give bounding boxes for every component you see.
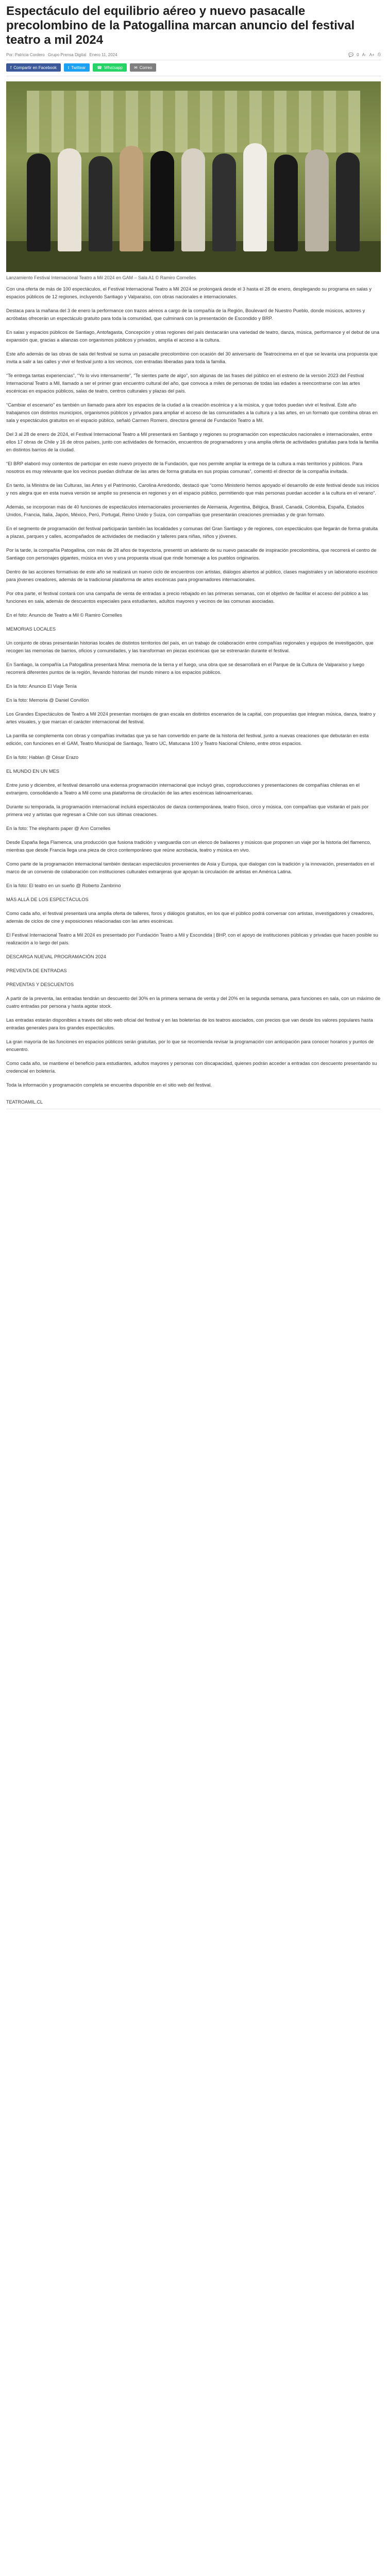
article-paragraph: “El BRP elaboró muy contentos de participar en este nuevo proyecto de la Fundación, que nos permite ampliar la entrega de la cultura a más territorios y públicos. Para nosotros es muy relevante que los vecinos puedan disfrutar de las artes de forma gratuita en sus propias comunas”, comentó el director de la compañía invitada. [6,461,363,474]
article-paragraph: Por la tarde, la compañía Patogallina, con más de 28 años de trayectoria, presentó un adelanto de su nuevo pasacalle de inspiración precolombina, que recorrerá el centro de Santiago con personajes gigantes, música en vivo y una propuesta visual que rinde homenaje a los pueblos originarios. [6,548,377,561]
facebook-icon: f [10,65,12,70]
article-paragraph: Durante su temporada, la programación internacional incluirá espectáculos de danza contemporánea, teatro físico, circo y música, con compañías que visitarán el país por primera vez y artistas que regresan a Chile con sus últimas creaciones. [6,804,369,817]
person-figure [212,154,236,251]
article-paragraph: PREVENTA DE ENTRADAS [6,968,67,973]
article-paragraph: Un conjunto de obras presentarán historias locales de distintos territorios del país, en un trabajo de colaboración entre compañías regionales y equipos de investigación, que recogen las memorias de barrios, oficios y comunidades, y las transforman en piezas escénicas que se estrenarán durante el festival. [6,640,374,653]
share-whatsapp-button[interactable] [93,63,127,72]
article-tools [348,52,381,57]
article-paragraph: La gran mayoría de las funciones en espacios públicos serán gratuitas, por lo que se recomienda revisar la programación con anticipación para conocer horarios y puntos de encuentro. [6,1039,374,1052]
article-paragraph: En la foto: The elephants paper @ Ann Cornelles [6,826,111,831]
article-paragraph: Desde España llega Flamenca, una producción que fusiona tradición y vanguardia con un elenco de bailaores y músicos que proponen un viaje por la historia del flamenco, mientras que desde Francia llega una pieza de circo contemporáneo que reúne acrobacia, teatro y música en vivo. [6,840,372,853]
article-paragraph: En Santiago, la compañía La Patogallina presentará Mina: memoria de la tierra y el fuego, una obra que se desarrollará en el Parque de la Cultura de Valparaíso y luego recorrerá diferentes puntos de la región, llevando historias del mundo minero a los espacios públicos. [6,662,364,675]
date: Enero 11, 2024 [89,52,117,57]
comment-icon[interactable]: 💬 [348,52,354,57]
article-paragraph: Las entradas estarán disponibles a través del sitio web oficial del festival y en las boleterías de los teatros asociados, con precios que van desde los valores populares hasta entradas generales para los grandes espectáculos. [6,1018,373,1030]
article-paragraph: Entre junio y diciembre, el festival desarrolló una extensa programación internacional que incluyó giras, coproducciones y presentaciones de compañías chilenas en el extranjero, consolidando a Teatro a Mil como una plataforma de circulación de las artes escénicas latinoamericanas. [6,783,360,795]
share-whatsapp-label: Whatsapp [104,65,123,70]
article-page [0,0,387,1130]
article-meta [6,50,381,60]
article-paragraph: EL MUNDO EN UN MES [6,769,59,774]
article-source[interactable]: TEATROAMIL.CL [6,1099,43,1105]
article-paragraph: MEMORIAS LOCALES [6,626,56,632]
author[interactable]: Por: Patricia Cordero [6,52,45,57]
person-figure [150,151,174,251]
twitter-icon: t [68,65,70,70]
article-paragraph: Como cada año, el festival presentará una amplia oferta de talleres, foros y diálogos gratuitos, en los que el público podrá conversar con artistas, investigadores y creadores, además de ciclos de cine y exposiciones relacionadas con las artes escénicas. [6,911,374,924]
section[interactable]: Grupo Prensa Digital [47,52,87,57]
article-paragraph: En la foto: Hablan @ César Erazo [6,755,79,760]
article-paragraph: En el foto: Anuncio de Teatro a Mil © Ramiro Cornelles [6,613,122,618]
article-paragraph: Destaca para la mañana del 3 de enero la performance con trazos aéreos a cargo de la compañía de la Región, Boulevard de Nuestro Pueblo, donde músicos, actores y acróbatas ofrecerán un espectáculo gratuito para toda la comunidad, que culminará con la presentación de Escondido y BRP. [6,308,365,321]
article-paragraph: En la foto: El teatro en un sueño @ Roberto Zambrino [6,883,121,888]
stage-banner [27,91,360,152]
person-figure [305,149,329,251]
article-paragraph: En la foto: Anuncio El Viaje Tenía [6,684,77,689]
person-figure [120,146,143,251]
comment-count[interactable]: 0 [357,52,359,57]
lead-photo [6,81,381,272]
font-larger-button[interactable]: A+ [369,52,375,57]
person-figure [89,156,112,251]
article-paragraph: Como cada año, se mantiene el beneficio para estudiantes, adultos mayores y personas con discapacidad, quienes podrán acceder a entradas con descuento presentando su credencial en boletería. [6,1061,377,1074]
article-paragraph: En la foto: Memoria @ Daniel Corvillón [6,698,89,703]
article-paragraph: El Festival Internacional Teatro a Mil 2024 es presentado por Fundación Teatro a Mil y Escondida | BHP, con el apoyo de instituciones públicas y privadas que hacen posible su realización a lo largo del país. [6,933,378,945]
article-paragraph: PREVENTAS Y DESCUENTOS [6,982,74,987]
share-facebook-label: Compartir en Facebook [13,65,57,70]
article-paragraph: DESCARGA NUEVAL PROGRAMACIÓN 2024 [6,954,106,959]
photo-caption: Lanzamiento Festival Internacional Teatro a Mil 2024 en GAM – Sala A1 © Ramiro Cornelles [6,275,196,280]
article-paragraph: “Te entrega tantas experiencias”, “Yo lo vivo intensamente”, “Te sientes parte de algo”, son algunas de las frases del público en el estreno de la versión 2023 del Festival Internacional Teatro a Mil, llamado a ser el primer gran encuentro cultural del año, que convoca a miles de personas de todas las edades a reencontrarse con las artes escénicas en espacios públicos, salas de teatro, centros culturales y plazas del país. [6,373,364,394]
byline [6,53,120,57]
share-twitter-label: Twittear [71,65,86,70]
font-smaller-button[interactable]: A- [362,52,366,57]
share-mail-button[interactable] [130,63,156,72]
article-footer [6,1109,381,1130]
article-paragraph: Además, se incorporan más de 40 funciones de espectáculos internacionales provenientes de Alemania, Argentina, Bélgica, Brasil, Canadá, Colombia, España, Estados Unidos, Francia, Italia, Japón, México, Perú, Portugal, Reino Unido y Suiza, con compañías que presentarán creaciones premiadas y de gran formato. [6,504,364,517]
article-paragraph: MÁS ALLÁ DE LOS ESPECTÁCULOS [6,897,89,902]
article-paragraph: En salas y espacios públicos de Santiago, Antofagasta, Concepción y otras regiones del país destacarán una variedad de teatro, danza, música, performance y el debut de una expansión que, gracias a alianzas con organismos públicos y privados, amplía el acceso a la cultura. [6,330,380,343]
article-paragraph: En tanto, la Ministra de las Culturas, las Artes y el Patrimonio, Carolina Arredondo, destacó que “como Ministerio hemos apoyado el desarrollo de este festival desde sus inicios y nos alegra que en esta nueva versión se amplíe su presencia en regiones y en el espacio público, permitiendo que más personas puedan acceder a la cultura en el verano”. [6,483,379,496]
article-paragraph: “Cambiar el escenario” es también un llamado para abrir los espacios de la ciudad a la creación escénica y a la música, y que todos puedan vivir el festival. Este año trabajamos con distintos municipios, organismos públicos y privados para ampliar el acceso de las comunidades a la cultura y a las artes, en un formato que combina obras en sala y espectáculos gratuitos en el espacio público, señaló Carmen Romero, directora general de Fundación Teatro a Mil. [6,402,378,423]
article-paragraph: Este año además de las obras de sala del festival se suma un pasacalle precolombino con ocasión del 30 aniversario de Teatrocinema en el que se levanta una propuesta que invita a salir a las calles y vivir el festival junto a los vecinos, con entradas liberadas para toda la familia. [6,351,378,364]
person-figure [58,148,81,251]
article-paragraph: A partir de la preventa, las entradas tendrán un descuento del 30% en la primera semana de venta y del 20% en la segunda semana, para funciones en sala, con un máximo de cuatro entradas por persona y hasta agotar stock. [6,996,381,1009]
article-paragraph: Toda la información y programación completa se encuentra disponible en el sitio web del festival. [6,1082,212,1088]
share-twitter-button[interactable] [64,63,90,72]
person-figure [27,154,51,251]
person-figure [243,143,267,251]
share-mail-label: Correo [139,65,153,70]
article-paragraph: Los Grandes Espectáculos de Teatro a Mil 2024 presentan montajes de gran escala en distintos escenarios de la capital, con propuestas que integran música, danza, teatro y artes visuales, y que marcan el carácter internacional del festival. [6,711,376,724]
mail-icon: ✉ [134,65,138,70]
print-icon[interactable]: ⎙ [377,52,381,57]
share-facebook-button[interactable] [6,63,61,72]
article-paragraph: Con una oferta de más de 100 espectáculos, el Festival Internacional Teatro a Mil 2024 se prolongará desde el 3 hasta el 28 de enero, desplegando su programa en salas y espacios públicos de 12 regiones, incluyendo Santiago y Valparaíso, con obras nacionales e internacionales. [6,286,372,299]
article-body [6,285,381,1089]
article-paragraph: Del 3 al 28 de enero de 2024, el Festival Internacional Teatro a Mil presentará en Santiago y regiones su programación con espectáculos nacionales e internacionales, entre ellos 17 obras de Chile y 16 de otros países, junto con actividades de formación, encuentros de programadores y una amplia oferta de actividades gratuitas para toda la familia en distintos barrios de la ciudad. [6,432,378,452]
article-paragraph: La parrilla se complementa con obras y compañías invitadas que ya se han convertido en parte de la historia del festival, junto a nuevas creaciones que debutarán en esta edición, con funciones en el GAM, Teatro Municipal de Santiago, Teatro UC, Matucana 100 y Teatro Nacional Chileno, entre otros espacios. [6,733,369,746]
article-paragraph: Por otra parte, el festival contará con una campaña de venta de entradas a precio rebajado en las primeras semanas, con el objetivo de facilitar el acceso del público a las funciones en sala, además de descuentos especiales para estudiantes, adultos mayores y vecinos de las comunas asociadas. [6,591,368,604]
article-paragraph: Dentro de las acciones formativas de este año se realizará un nuevo ciclo de encuentros con artistas, diálogos abiertos al público, clases magistrales y un laboratorio escénico para jóvenes creadores, además de la tradicional plataforma de artes escénicas para programadores internacionales. [6,569,378,582]
person-figure [336,152,360,251]
article-paragraph: Como parte de la programación internacional también destacan espectáculos provenientes de Asia y Europa, que dialogan con la tradición y la innovación, presentados en el marco de un convenio de colaboración con instituciones culturales extranjeras que apoyan la circulación de artistas en América Latina. [6,861,375,874]
share-row [6,60,381,76]
person-figure [274,155,298,251]
article-title: Espectáculo del equilibrio aéreo y nuevo pasacalle precolombino de la Patogallina marcan anuncio del festival teatro a mil 2024 [6,4,355,47]
person-figure [181,148,205,251]
article-paragraph: En el segmento de programación del festival participarán también las localidades y comunas del Gran Santiago y de regiones, con espectáculos que llegarán de forma gratuita a plazas, parques y calles, acompañados de actividades de mediación y talleres para niñas, niños y jóvenes. [6,526,378,539]
whatsapp-icon: ☎ [97,65,103,70]
